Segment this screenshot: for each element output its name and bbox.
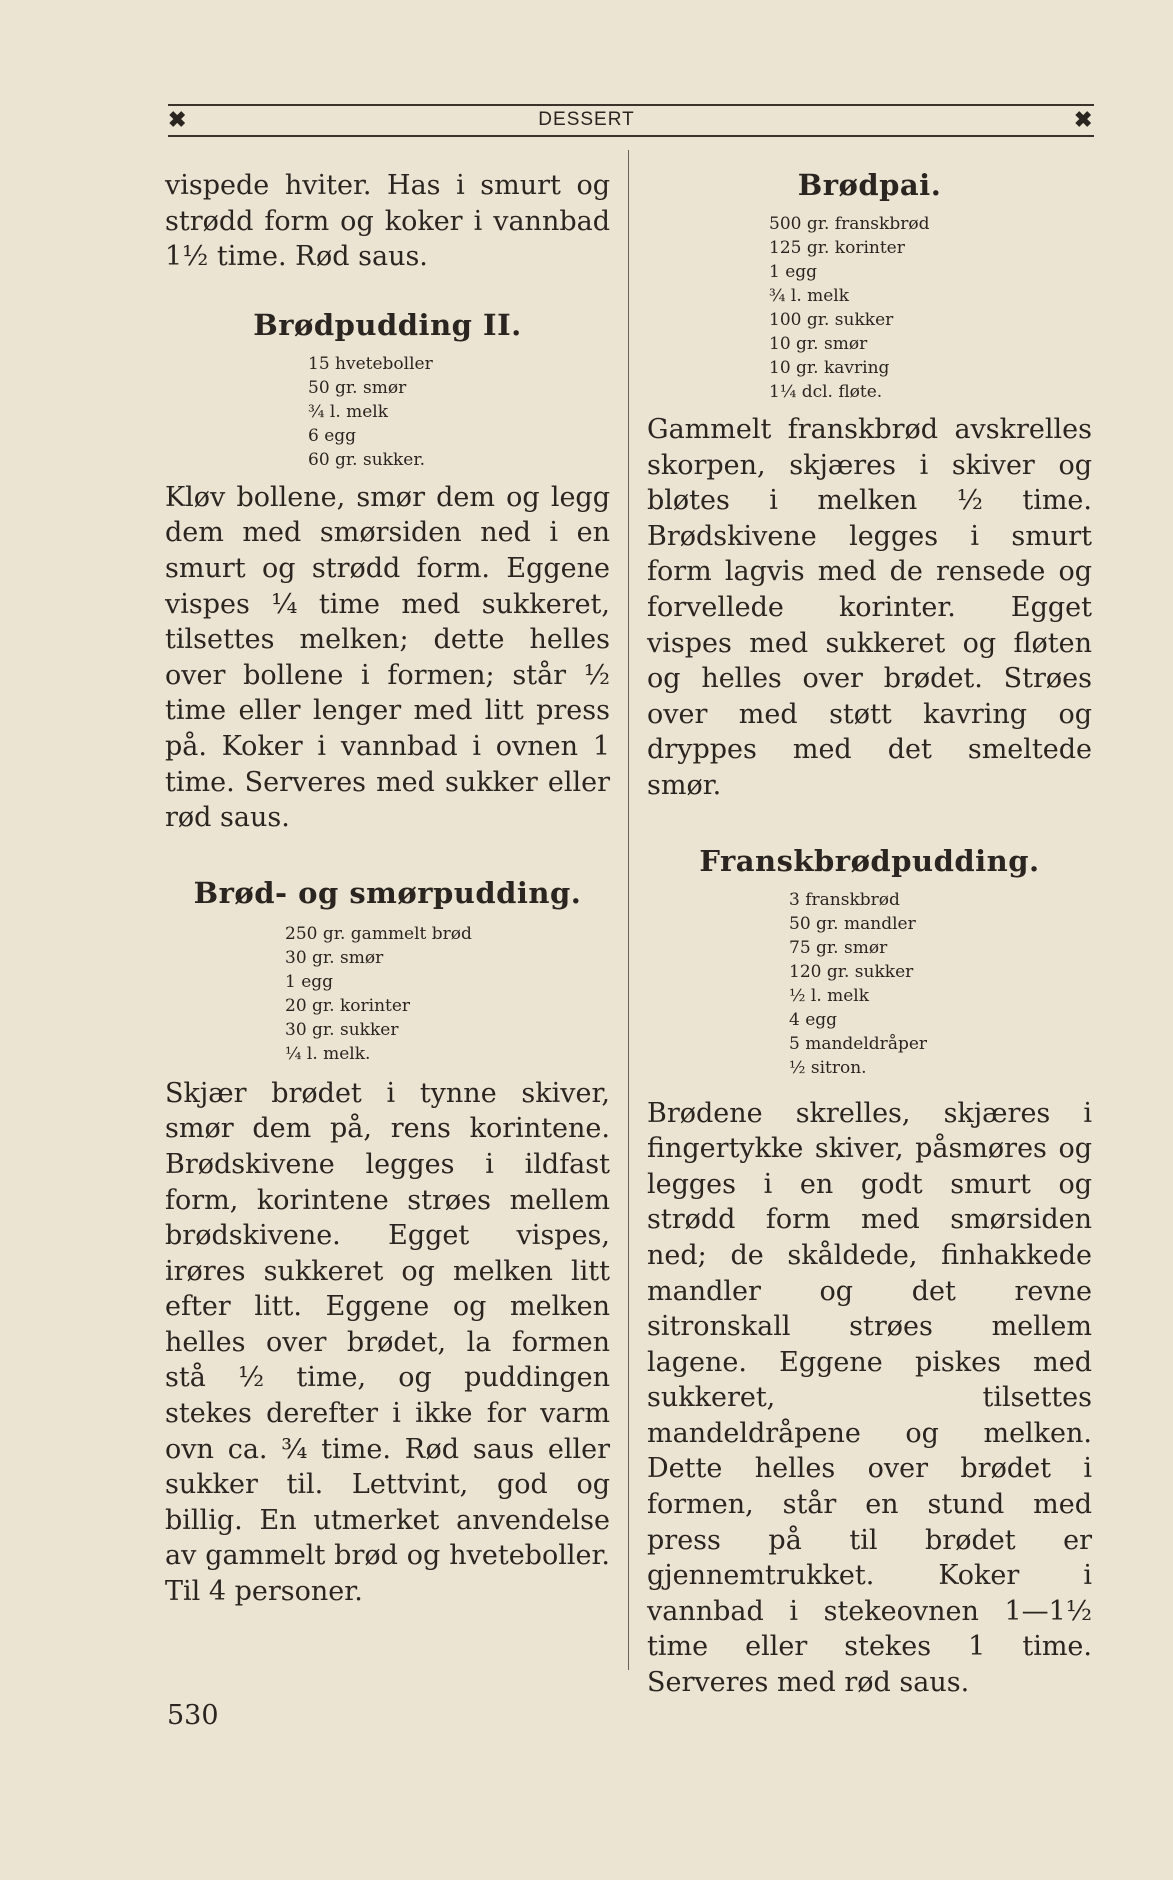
column-divider — [628, 150, 629, 1670]
ingredient-item: 3 franskbrød — [789, 889, 900, 910]
ingredient-item: 30 gr. sukker — [285, 1019, 399, 1040]
left-column — [165, 168, 610, 1610]
ingredient-item: 30 gr. smør — [285, 947, 384, 968]
ingredient-item: 6 egg — [308, 425, 357, 446]
recipe-text-brodpudding: Kløv bollene, smør dem og legg dem med smørsiden ned i en smurt og strødd form. Eggene vispes ¼ time med sukkeret, tilsettes melken; dette helles over bollene i formen; står ½ time eller lenger med litt press på. Koker i vannbad i ovnen 1 time. Serveres med sukker eller rød saus. — [165, 481, 610, 834]
recipe-title-franskbrodpudding: Franskbrødpudding. — [699, 843, 1040, 878]
ingredient-item: 10 gr. smør — [769, 334, 868, 354]
ingredient-item: 50 gr. mandler — [789, 913, 916, 934]
ingredient-item: 60 gr. sukker. — [308, 449, 425, 470]
header-rule-top — [168, 104, 1094, 106]
recipe-title-brodpudding: Brødpudding II. — [253, 307, 522, 342]
header-right-mark: ✖ — [1074, 107, 1093, 133]
ingredient-list-franskbrodpudding — [789, 888, 1092, 1080]
recipe-title-brod-og-smorpudding: Brød- og smørpudding. — [193, 875, 582, 910]
continued-text: vispede hviter. Has i smurt og strødd form og koker i vannbad 1½ time. Rød saus. — [165, 170, 610, 273]
ingredient-item: ¼ l. melk. — [285, 1043, 371, 1064]
ingredient-item: 4 egg — [789, 1009, 838, 1030]
ingredient-list-brodpai — [769, 212, 1092, 404]
ingredient-item: 100 gr. sukker — [769, 310, 894, 330]
ingredient-item: 1¼ dcl. fløte. — [769, 382, 883, 402]
ingredient-item: 1 egg — [285, 971, 334, 992]
recipe-text-franskbrodpudding: Brødene skrelles, skjæres i fingertykke skiver, påsmøres og legges i en godt smurt og strødd form med smørsiden ned; de skåldede, finhakkede mandler og det revne sitronskall strøes mellem lagene. Eggene piskes med sukkeret, tilsettes mandeldråpene og melken. Dette helles over brødet i formen, står en stund med press på til brødet er gjennemtrukket. Koker i vannbad i stekeovnen 1—1½ time eller stekes 1 time. Serveres med rød saus. — [647, 1097, 1092, 1699]
ingredient-item: 500 gr. franskbrød — [769, 214, 930, 234]
recipe-text-brod-og-smorpudding: Skjær brødet i tynne skiver, smør dem på, rens korintene. Brødskivene legges i ildfast form, korintene strøes mellem brødskivene. Egget vispes, irøres sukkeret og melken litt efter litt. Eggene og melken helles over brødet, la formen stå ½ time, og puddingen stekes derefter i ikke for varm ovn ca. ¾ time. Rød saus eller sukker til. Lettvint, god og billig. En utmerket anvendelse av gammelt brød og hveteboller. Til 4 personer. — [165, 1077, 610, 1608]
ingredient-item: 75 gr. smør — [789, 937, 888, 958]
recipe-text-brodpai: Gammelt franskbrød avskrelles skorpen, skjæres i skiver og bløtes i melken ½ time. Brødskivene legges i smurt form lagvis med de rensede og forvellede korinter. Egget vispes med sukkeret og fløten og helles over brødet. Strøes over med støtt kavring og dryppes med det smeltede smør. — [647, 414, 1092, 801]
ingredient-item: 15 hveteboller — [308, 353, 433, 374]
ingredient-item: 5 mandeldråper — [789, 1033, 928, 1054]
ingredient-item: ¾ l. melk — [769, 286, 850, 306]
ingredient-item: ½ l. melk — [789, 985, 870, 1006]
ingredient-item: ½ sitron. — [789, 1057, 867, 1078]
page-number: 530 — [167, 1700, 219, 1731]
ingredient-list-brod-og-smorpudding — [285, 922, 610, 1066]
ingredient-item: 10 gr. kavring — [769, 358, 890, 378]
ingredient-item: 250 gr. gammelt brød — [285, 923, 472, 944]
ingredient-list-brodpudding — [308, 352, 610, 472]
ingredient-item: 20 gr. korinter — [285, 995, 411, 1016]
ingredient-item: 125 gr. korinter — [769, 238, 905, 258]
right-column — [647, 168, 1092, 1701]
ingredient-item: 50 gr. smør — [308, 377, 407, 398]
ingredient-item: 120 gr. sukker — [789, 961, 914, 982]
header-rule-bottom — [168, 135, 1094, 137]
ingredient-item: 1 egg — [769, 262, 818, 282]
header-left-mark: ✖ — [168, 107, 187, 133]
ingredient-item: ¾ l. melk — [308, 401, 389, 422]
running-header: DESSERT — [538, 109, 635, 130]
recipe-title-brodpai: Brødpai. — [797, 168, 942, 202]
